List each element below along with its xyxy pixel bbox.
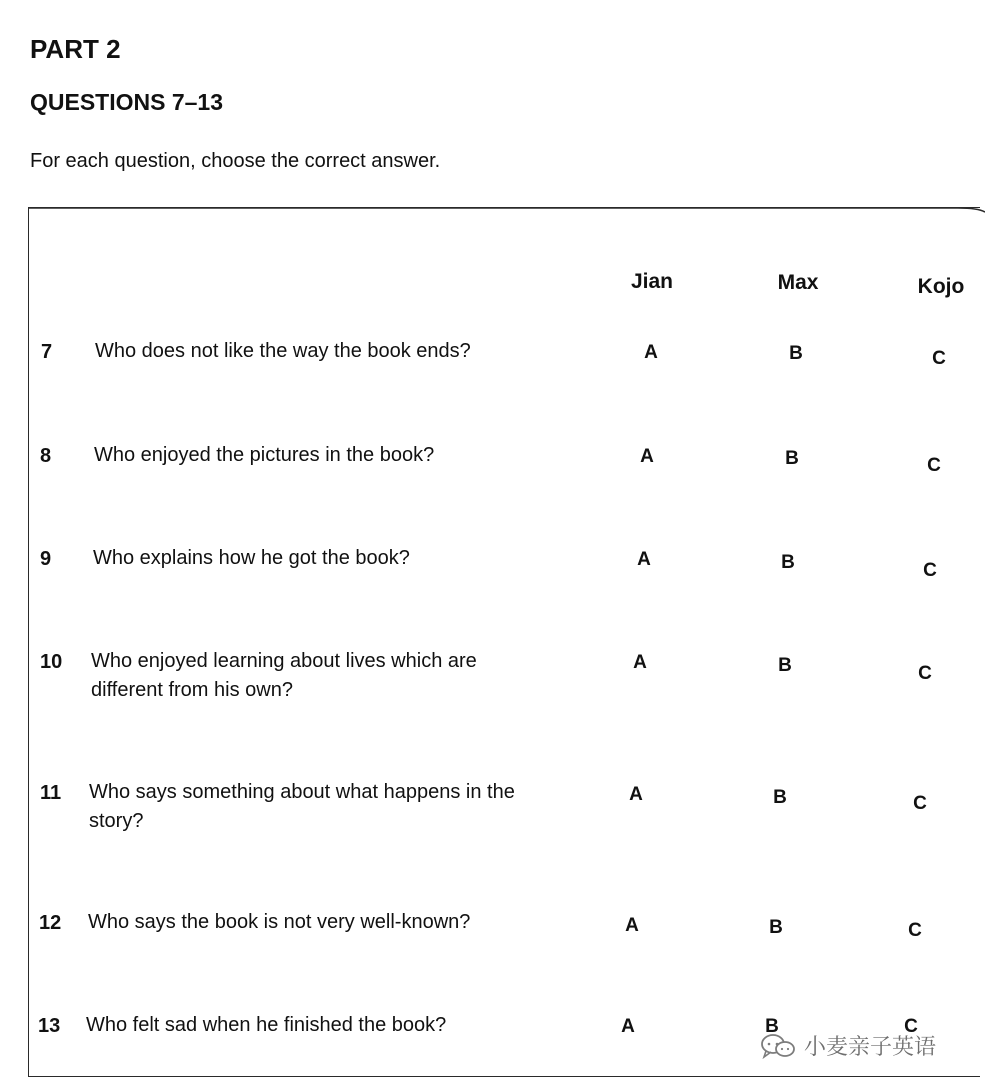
question-text: Who says something about what happens in the story? <box>89 781 515 832</box>
option-b[interactable]: B <box>781 552 795 573</box>
option-c[interactable]: C <box>918 663 932 684</box>
column-header-jian: Jian <box>630 270 674 293</box>
question-text: Who enjoyed learning about lives which are different from his own? <box>91 650 477 701</box>
question-text: Who explains how he got the book? <box>93 547 410 569</box>
question-number: 9 <box>40 548 52 570</box>
option-a[interactable]: A <box>633 652 647 673</box>
option-c[interactable]: C <box>923 560 937 581</box>
question-number: 12 <box>39 912 62 934</box>
question-number: 8 <box>40 445 52 467</box>
option-b[interactable]: B <box>785 448 799 469</box>
column-header-kojo: Kojo <box>917 275 965 298</box>
option-c[interactable]: C <box>913 793 927 814</box>
question-number: 10 <box>40 651 63 673</box>
option-b[interactable]: B <box>789 343 803 364</box>
option-c[interactable]: C <box>908 920 922 941</box>
option-a[interactable]: A <box>640 446 654 467</box>
question-number: 7 <box>41 341 53 363</box>
chat-bubbles-icon <box>760 1032 796 1060</box>
option-a[interactable]: A <box>629 784 643 805</box>
watermark <box>760 1030 936 1061</box>
question-text: Who enjoyed the pictures in the book? <box>94 444 435 466</box>
option-c[interactable]: C <box>904 1016 918 1037</box>
part-title: PART 2 <box>30 34 121 64</box>
option-c[interactable]: C <box>932 348 946 369</box>
option-c[interactable]: C <box>927 455 941 476</box>
questions-title: QUESTIONS 7–13 <box>30 89 224 115</box>
question-number: 13 <box>38 1015 61 1037</box>
instruction-text: For each question, choose the correct answer. <box>30 150 441 172</box>
question-number: 11 <box>40 782 62 804</box>
column-header-max: Max <box>777 271 819 294</box>
question-text: Who does not like the way the book ends? <box>95 340 471 362</box>
option-a[interactable]: A <box>644 342 658 363</box>
watermark-text: 小麦亲子英语 <box>804 1034 937 1059</box>
question-text: Who says the book is not very well-known? <box>88 911 471 933</box>
option-b[interactable]: B <box>765 1016 779 1037</box>
option-a[interactable]: A <box>625 915 639 936</box>
option-b[interactable]: B <box>769 917 783 938</box>
question-text: Who felt sad when he finished the book? <box>86 1014 447 1036</box>
option-a[interactable]: A <box>637 549 651 570</box>
option-a[interactable]: A <box>621 1016 635 1037</box>
option-b[interactable]: B <box>778 655 792 676</box>
option-b[interactable]: B <box>773 787 787 808</box>
